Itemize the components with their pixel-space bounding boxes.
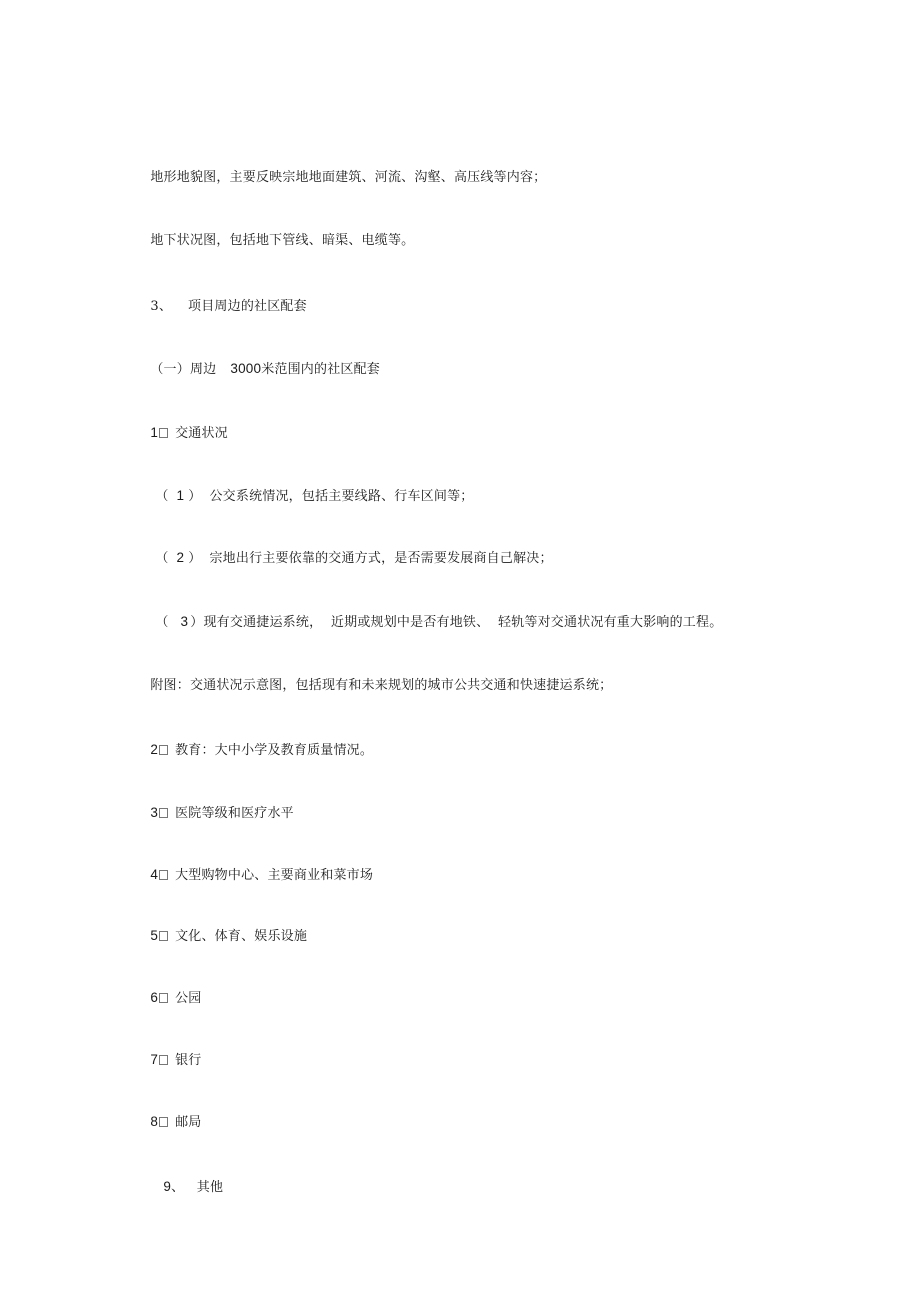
close-paren: ） (188, 551, 202, 566)
placeholder-box-icon (159, 870, 168, 880)
item-text: 公园 (175, 991, 202, 1006)
close-paren: ） (188, 489, 202, 504)
sub-item-text: 现有交通捷运系统， 近期或规划中是否有地铁、 轻轨等对交通状况有重大影响的工程。 (203, 615, 723, 630)
open-paren: （ (155, 489, 169, 504)
list-item-8 (133, 1098, 201, 1147)
item-text: 邮局 (175, 1115, 202, 1130)
placeholder-box-icon (159, 1055, 168, 1065)
placeholder-box-icon (159, 931, 168, 941)
open-paren: （ (155, 551, 169, 566)
item-text: 大型购物中心、主要商业和菜市场 (175, 868, 374, 883)
sub-item-text: 宗地出行主要依靠的交通方式，是否需要发展商自己解决； (209, 551, 553, 566)
item-text: 文化、体育、娱乐设施 (175, 929, 308, 944)
subsection-heading (133, 345, 380, 394)
section-title: 项目周边的社区配套 (188, 299, 307, 314)
traffic-map-text: 附图：交通状况示意图，包括现有和未来规划的城市公共交通和快速捷运系统； (150, 678, 613, 693)
sub-item-number: 3 (180, 614, 189, 629)
sub-item-number: 2 (176, 550, 185, 565)
list-item-3 (133, 789, 294, 838)
list-item-2 (133, 726, 373, 775)
close-paren: ） (190, 615, 204, 630)
subsection-suffix: 米范围内的社区配套 (261, 362, 381, 377)
list-item-9 (146, 1163, 223, 1212)
item-number: 6 (150, 990, 159, 1005)
item-text: 教育：大中小学及教育质量情况。 (175, 743, 374, 758)
subsection-prefix: （一）周边 (150, 362, 217, 377)
paragraph-traffic-map (133, 662, 612, 710)
item-number: 9、 (163, 1179, 185, 1194)
placeholder-box-icon (159, 993, 168, 1003)
item-text: 其他 (196, 1180, 224, 1195)
sub-item-number: 1 (176, 488, 185, 503)
section-number: 3、 (150, 299, 173, 314)
paragraph-terrain-map (133, 154, 546, 202)
distance-number: 3000 (230, 361, 262, 376)
sub-item-3 (138, 598, 722, 647)
list-item-6 (133, 974, 201, 1023)
list-item-1 (133, 409, 228, 458)
item-number: 5 (150, 928, 159, 943)
placeholder-box-icon (159, 1117, 168, 1127)
item-number: 2 (150, 742, 159, 757)
list-item-7 (133, 1036, 201, 1085)
terrain-map-text: 地形地貌图，主要反映宗地地面建筑、河流、沟壑、高压线等内容； (150, 170, 547, 185)
item-text: 医院等级和医疗水平 (175, 806, 294, 821)
sub-item-2 (138, 534, 553, 583)
open-paren: （ (155, 615, 169, 630)
item-text: 银行 (175, 1053, 202, 1068)
placeholder-box-icon (159, 808, 168, 818)
list-item-5 (133, 912, 307, 961)
placeholder-box-icon (159, 745, 168, 755)
item-text: 交通状况 (175, 426, 228, 441)
item-number: 8 (150, 1114, 159, 1129)
list-item-4 (133, 851, 373, 900)
item-number: 3 (150, 805, 159, 820)
item-number: 4 (150, 867, 159, 882)
underground-map-text: 地下状况图，包括地下管线、暗渠、电缆等。 (150, 233, 415, 248)
paragraph-underground-map (133, 217, 414, 265)
sub-item-1 (138, 472, 473, 521)
sub-item-text: 公交系统情况，包括主要线路、行车区间等； (209, 489, 474, 504)
placeholder-box-icon (159, 428, 168, 438)
section-heading-3 (133, 283, 307, 331)
item-number: 1 (150, 425, 159, 440)
item-number: 7 (150, 1052, 159, 1067)
